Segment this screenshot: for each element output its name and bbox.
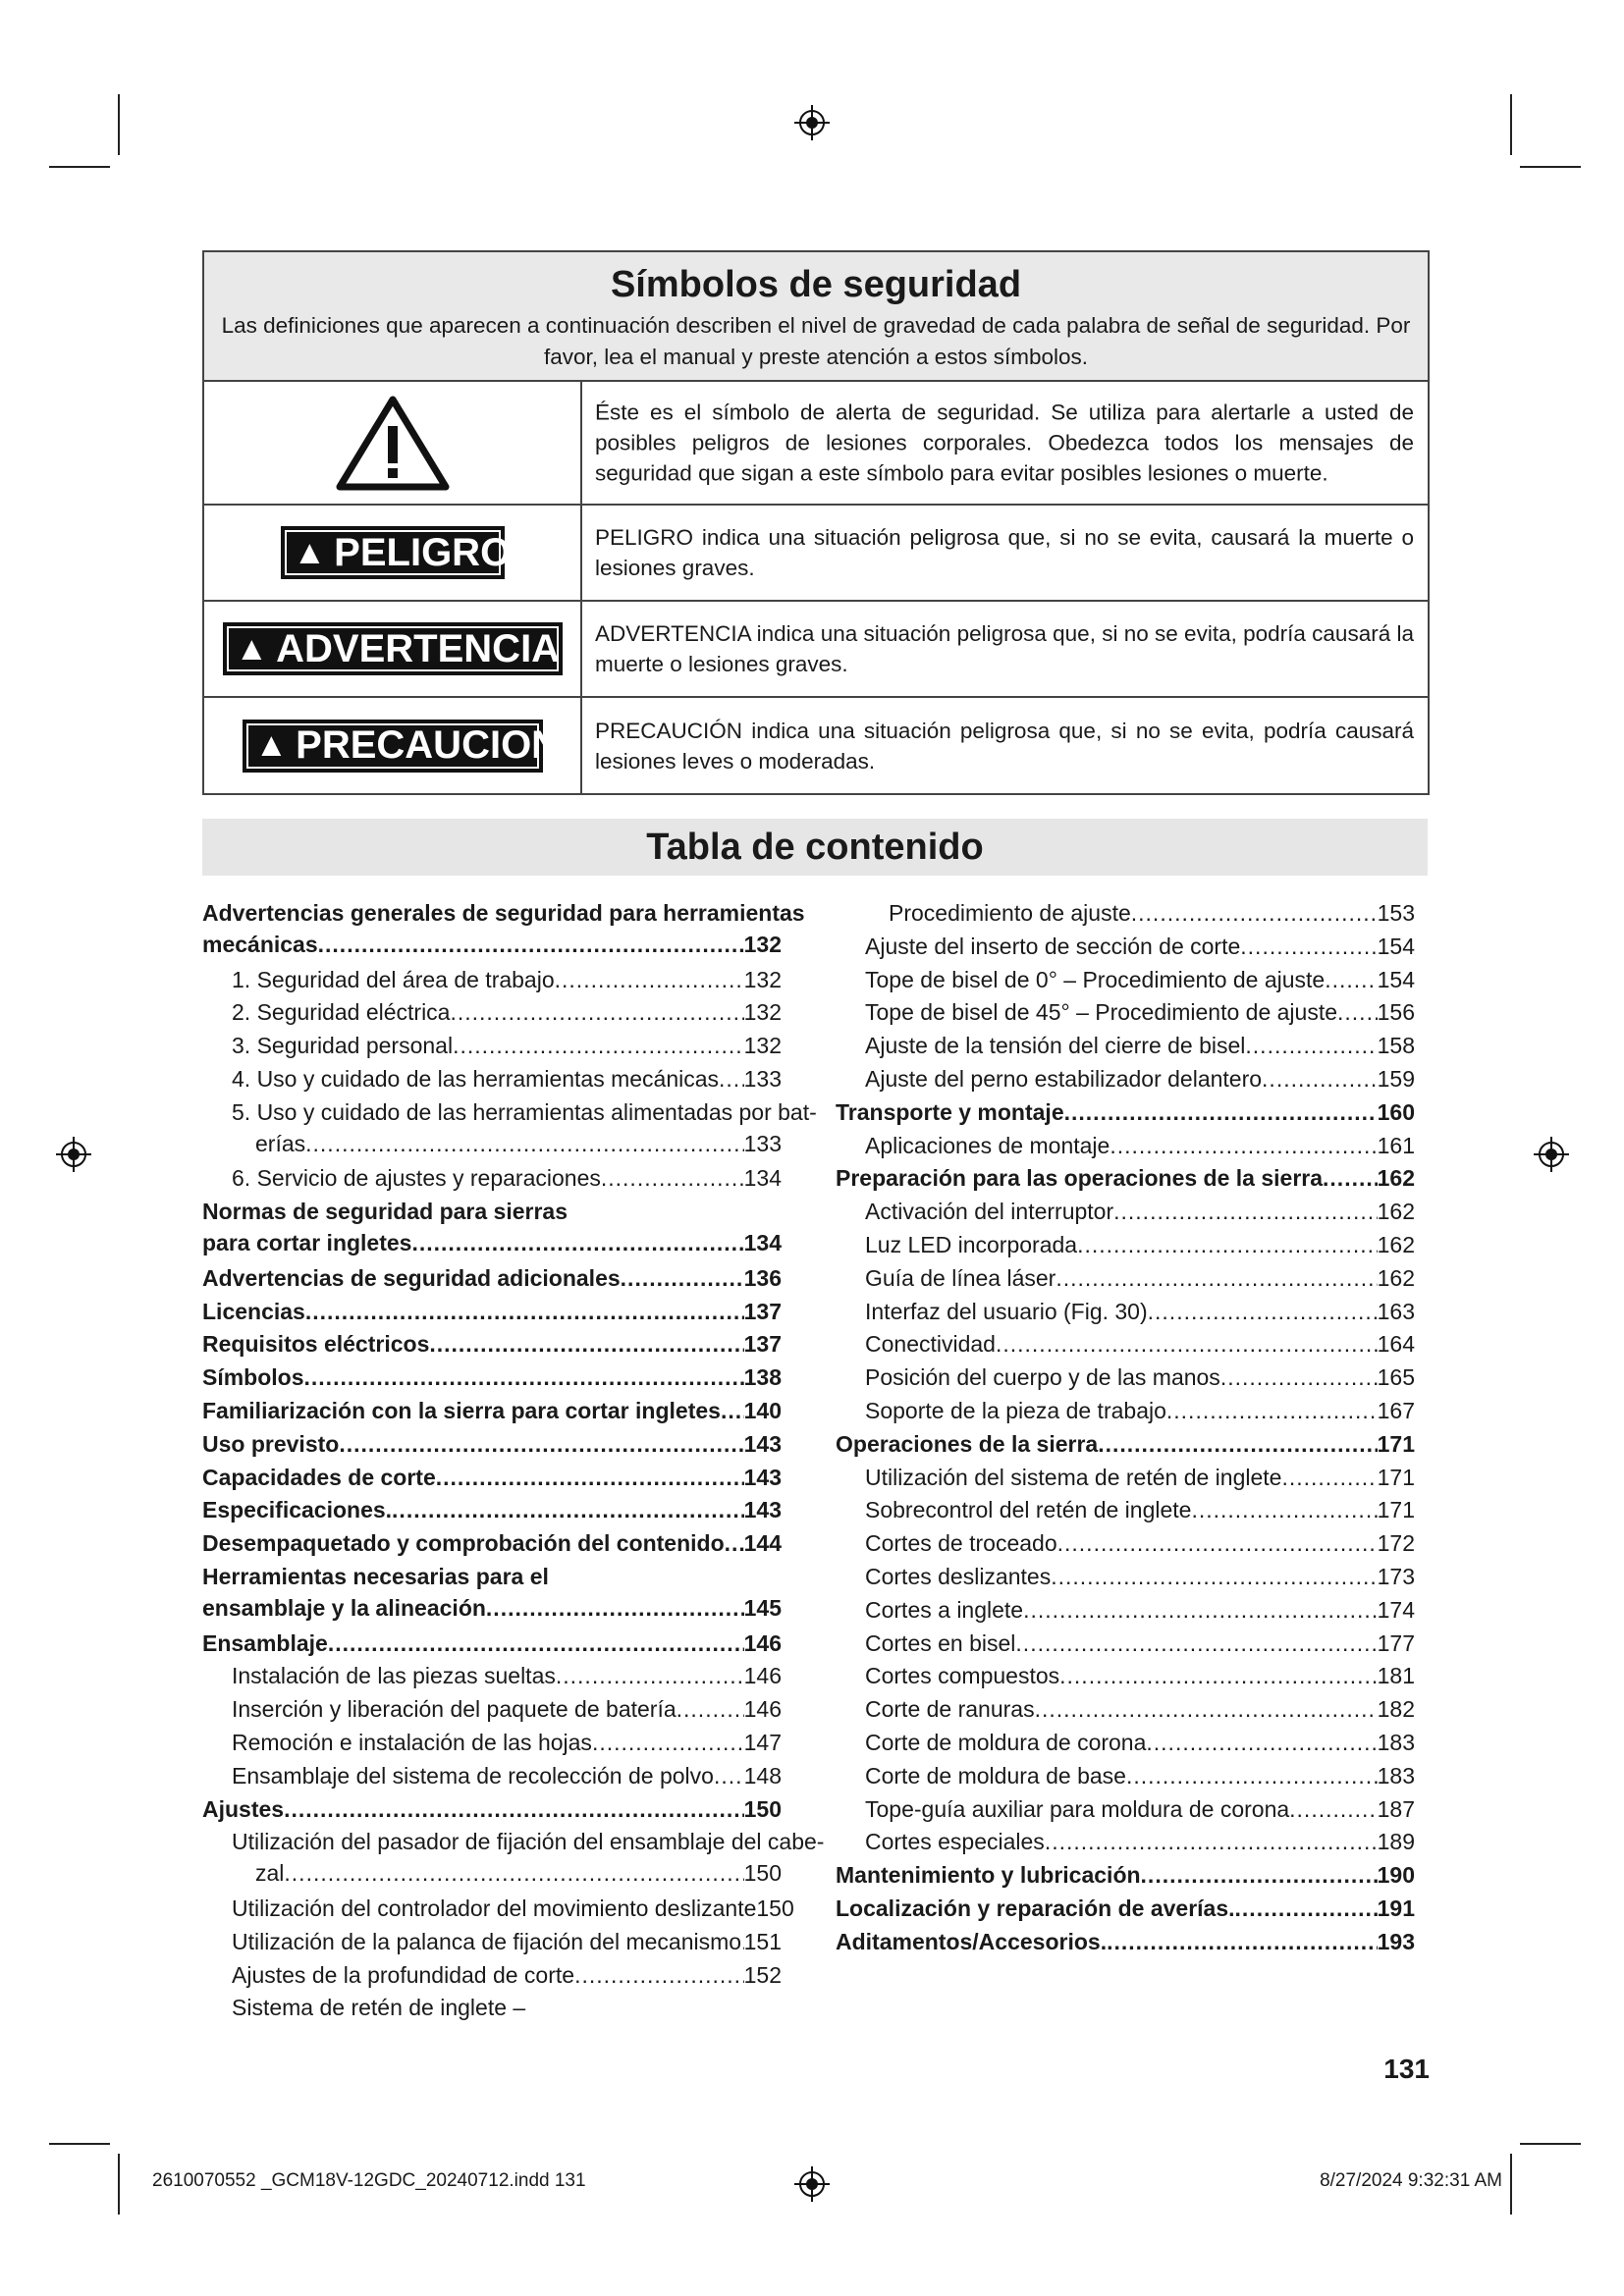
- peligro-symbol-cell: [204, 506, 582, 600]
- toc-entry-page: 173: [1377, 1564, 1415, 1589]
- toc-entry-page: 187: [1377, 1795, 1415, 1822]
- toc-entry-page: 150: [756, 1896, 794, 1921]
- toc-dot-leader: [1023, 1594, 1378, 1626]
- toc-dot-leader: [1191, 1494, 1377, 1525]
- toc-entry[interactable]: [202, 1328, 782, 1360]
- toc-dot-leader: [339, 1428, 743, 1460]
- toc-entry-title: Luz LED incorporada: [865, 1232, 1078, 1257]
- toc-entry-page: 152: [743, 1961, 782, 1988]
- toc-entry-title: Sistema de retén de inglete –: [232, 1995, 526, 2021]
- toc-entry[interactable]: [865, 1030, 1415, 1061]
- toc-entry-page: 143: [743, 1430, 782, 1457]
- toc-entry-page: 146: [743, 1629, 782, 1656]
- toc-dot-leader: [1337, 996, 1378, 1028]
- toc-dot-leader: [1051, 1561, 1377, 1592]
- toc-entry-title: 4. Uso y cuidado de las herramientas mecánicas: [232, 1066, 720, 1092]
- toc-entry[interactable]: [889, 897, 1415, 929]
- toc-dot-leader: [556, 1660, 744, 1691]
- toc-entry-page: 156: [1377, 999, 1415, 1026]
- toc-entry-title: ensamblaje y la alineación: [202, 1595, 486, 1621]
- toc-entry-page: 193: [1377, 1928, 1415, 1954]
- toc-entry-page: 133: [743, 1130, 782, 1156]
- toc-dot-leader: [1107, 1926, 1378, 1957]
- toc-entry[interactable]: [865, 1693, 1415, 1725]
- toc-entry-title: Utilización de la palanca de fijación del mecanismo: [232, 1928, 742, 1954]
- toc-entry-page: 165: [1377, 1364, 1415, 1391]
- toc-entry[interactable]: [232, 1063, 782, 1095]
- toc-entry[interactable]: [865, 1462, 1415, 1493]
- safety-row-text: PELIGRO indica una situación peligrosa que, si no se evita, causará la muerte o lesiones graves.: [595, 525, 1414, 580]
- toc-entry[interactable]: [865, 964, 1415, 995]
- toc-dot-leader: [677, 1693, 744, 1725]
- toc-entry-title: Cortes de troceado: [865, 1530, 1057, 1557]
- toc-entry-page: 162: [1377, 1165, 1415, 1192]
- toc-entry[interactable]: [836, 1893, 1415, 1924]
- safety-row-advertencia: [204, 602, 1428, 698]
- toc-dot-leader: [725, 1527, 744, 1559]
- toc-entry[interactable]: [865, 1130, 1415, 1161]
- toc-dot-leader: [721, 1395, 744, 1426]
- toc-entry[interactable]: [865, 1727, 1415, 1758]
- warning-triangle-icon: ▲: [235, 629, 269, 667]
- toc-entry-page: 154: [1377, 966, 1415, 992]
- toc-entry[interactable]: [232, 1893, 794, 1924]
- toc-entry[interactable]: [202, 1527, 782, 1559]
- toc-dot-leader: [1064, 1096, 1378, 1128]
- precaucion-signal-badge: [243, 720, 561, 773]
- toc-entry-title: Familiarización con la sierra para cortar ingletes: [202, 1398, 721, 1423]
- toc-entry[interactable]: [202, 1296, 782, 1327]
- toc-entry-page: 132: [743, 932, 782, 957]
- crop-mark: [1510, 94, 1512, 155]
- toc-entry[interactable]: [865, 1063, 1415, 1095]
- toc-entry-title: Conectividad: [865, 1331, 996, 1358]
- toc-entry-title: Ajustes: [202, 1795, 285, 1822]
- toc-dot-leader: [429, 1328, 743, 1360]
- toc-entry-title: Corte de ranuras: [865, 1696, 1035, 1723]
- toc-entry-page: 171: [1377, 1497, 1415, 1523]
- toc-entry-title: Cortes a inglete: [865, 1596, 1024, 1623]
- toc-entry-title: Localización y reparación de averías.: [836, 1896, 1235, 1921]
- warning-triangle-icon: [335, 394, 451, 492]
- toc-entry-page: 144: [743, 1530, 782, 1557]
- toc-entry-title: mecánicas: [202, 932, 318, 957]
- toc-entry-page: 134: [743, 1230, 782, 1256]
- toc-dot-leader: [1056, 1262, 1377, 1294]
- toc-dot-leader: [486, 1592, 744, 1624]
- toc-entry[interactable]: [836, 1096, 1415, 1128]
- toc-entry-title: para cortar ingletes: [202, 1230, 412, 1256]
- toc-entry-page: 159: [1377, 1066, 1415, 1092]
- toc-entry[interactable]: [836, 1428, 1415, 1460]
- toc-entry-title: Operaciones de la sierra: [836, 1430, 1099, 1457]
- toc-dot-leader: [719, 1063, 744, 1095]
- toc-dot-leader: [284, 1857, 743, 1889]
- toc-entry-page: 191: [1377, 1896, 1415, 1921]
- toc-entry[interactable]: [865, 1196, 1415, 1227]
- toc-entry-title: Cortes deslizantes: [865, 1564, 1052, 1589]
- precaucion-symbol-cell: [204, 698, 582, 793]
- toc-dot-leader: [392, 1494, 744, 1525]
- toc-entry[interactable]: [865, 1395, 1415, 1426]
- toc-entry-page: 150: [743, 1795, 782, 1822]
- toc-dot-leader: [996, 1328, 1378, 1360]
- crop-mark: [1520, 166, 1581, 168]
- signal-word: ADVERTENCIA: [276, 626, 561, 670]
- toc-entry[interactable]: [202, 897, 805, 960]
- toc-dot-leader: [1131, 897, 1378, 929]
- toc-entry-title: 3. Seguridad personal: [232, 1033, 454, 1059]
- toc-entry[interactable]: [232, 1760, 782, 1791]
- safety-row-text: Éste es el símbolo de alerta de seguridad. Se utiliza para alertarle a usted de posibles peligros de lesiones corporales. Obedezca todos los mensajes de seguridad que sigan a este símbolo para evitar posibles lesiones o muerte.: [595, 400, 1414, 486]
- toc-entry[interactable]: [202, 1462, 782, 1493]
- toc-dot-leader: [1059, 1660, 1377, 1691]
- toc-entry-page: 162: [1377, 1264, 1415, 1291]
- toc-entry[interactable]: [836, 1162, 1415, 1194]
- peligro-signal-badge: [281, 526, 512, 579]
- safety-header: [204, 252, 1428, 382]
- toc-entry[interactable]: [202, 1196, 782, 1258]
- toc-entry-title: Remoción e instalación de las hojas: [232, 1730, 592, 1755]
- toc-entry-title: Ajuste del perno estabilizador delantero: [865, 1066, 1263, 1092]
- toc-entry-title: Interfaz del usuario (Fig. 30): [865, 1298, 1148, 1324]
- toc-entry-title: Tope de bisel de 45° – Procedimiento de ajuste: [865, 999, 1338, 1026]
- toc-entry-title: Inserción y liberación del paquete de batería: [232, 1696, 677, 1723]
- toc-entry-title: Ajuste de la tensión del cierre de bisel: [865, 1033, 1246, 1059]
- toc-entry-title: Cortes especiales: [865, 1829, 1045, 1855]
- toc-entry-page: 167: [1377, 1398, 1415, 1423]
- toc-entry-page: 140: [743, 1398, 782, 1423]
- toc-entry-page: 138: [743, 1364, 782, 1391]
- toc-entry-page: 143: [743, 1497, 782, 1523]
- toc-entry[interactable]: [202, 1362, 782, 1393]
- toc-entry[interactable]: [836, 1926, 1415, 1957]
- toc-entry-page: 154: [1377, 933, 1415, 959]
- toc-entry[interactable]: [202, 1628, 782, 1659]
- page-number: 131: [1383, 2054, 1430, 2084]
- toc-entry[interactable]: [232, 1959, 782, 1991]
- toc-entry[interactable]: [202, 1793, 782, 1825]
- registration-mark-icon: [794, 2166, 830, 2202]
- toc-entry-title: erías: [255, 1130, 306, 1156]
- toc-entry-page: 183: [1377, 1762, 1415, 1789]
- toc-dot-leader: [1325, 964, 1377, 995]
- toc-dot-leader: [1323, 1162, 1378, 1194]
- footer-file-info: 2610070552 _GCM18V-12GDC_20240712.indd 131: [152, 2170, 586, 2191]
- toc-entry-page: 146: [743, 1696, 782, 1723]
- toc-dot-leader: [1166, 1395, 1378, 1426]
- toc-entry-page: 134: [743, 1165, 782, 1192]
- toc-entry[interactable]: [836, 1859, 1415, 1891]
- toc-entry[interactable]: [232, 1826, 825, 1889]
- toc-dot-leader: [411, 1227, 743, 1258]
- toc-entry-title: Normas de seguridad para sierras: [202, 1199, 568, 1225]
- toc-entry-title: Corte de moldura de base: [865, 1762, 1126, 1789]
- toc-dot-leader: [1110, 1130, 1377, 1161]
- toc-entry-title: Procedimiento de ajuste: [889, 900, 1131, 926]
- toc-entry-page: 145: [743, 1595, 782, 1621]
- warning-triangle-icon: ▲: [254, 726, 289, 764]
- toc-entry-title: Licencias: [202, 1298, 305, 1324]
- toc-entry-title: Especificaciones.: [202, 1497, 393, 1523]
- toc-dot-leader: [436, 1462, 744, 1493]
- toc-entry-title: Corte de moldura de corona: [865, 1730, 1147, 1755]
- toc-entry-page: 148: [743, 1762, 782, 1789]
- toc-entry-title: Instalación de las piezas sueltas: [232, 1663, 556, 1689]
- toc-entry-page: 153: [1377, 900, 1415, 926]
- toc-entry-title: Símbolos: [202, 1364, 304, 1391]
- toc-dot-leader: [1289, 1793, 1377, 1825]
- registration-mark-icon: [794, 105, 830, 140]
- toc-entry-title: Advertencias generales de seguridad para herramientas: [202, 900, 805, 926]
- toc-dot-leader: [1077, 1229, 1378, 1260]
- toc-dot-leader: [1148, 1296, 1378, 1327]
- toc-entry[interactable]: [865, 1826, 1415, 1857]
- toc-entry-title: Posición del cuerpo y de las manos: [865, 1364, 1220, 1391]
- crop-mark: [49, 2143, 110, 2145]
- toc-entry[interactable]: [202, 1494, 782, 1525]
- alert-symbol-cell: [204, 382, 582, 504]
- toc-entry-title: Tope-guía auxiliar para moldura de corona: [865, 1795, 1290, 1822]
- advertencia-signal-badge: [223, 622, 563, 675]
- toc-dot-leader: [1057, 1527, 1378, 1559]
- toc-entry-title: Desempaquetado y comprobación del contenido: [202, 1530, 725, 1557]
- toc-dot-leader: [284, 1793, 744, 1825]
- toc-dot-leader: [1035, 1693, 1378, 1725]
- toc-entry-page: 160: [1377, 1098, 1415, 1125]
- toc-entry-title: Aplicaciones de montaje: [865, 1132, 1110, 1158]
- toc-dot-leader: [305, 1296, 744, 1327]
- toc-entry-page: 132: [743, 966, 782, 992]
- safety-row-alert: [204, 382, 1428, 506]
- toc-dot-leader: [621, 1262, 744, 1294]
- toc-entry-page: 150: [743, 1860, 782, 1887]
- safety-row-precaucion: [204, 698, 1428, 793]
- toc-entry[interactable]: [865, 1296, 1415, 1327]
- toc-dot-leader: [1015, 1628, 1377, 1659]
- toc-dot-leader: [1045, 1826, 1378, 1857]
- toc-entry[interactable]: [865, 1793, 1415, 1825]
- crop-mark: [118, 94, 120, 155]
- toc-entry-title: 6. Servicio de ajustes y reparaciones: [232, 1165, 601, 1192]
- toc-entry[interactable]: [865, 1229, 1415, 1260]
- toc-entry-page: 151: [743, 1928, 782, 1954]
- toc-entry[interactable]: [232, 1030, 782, 1061]
- toc-entry-title: Ensamblaje: [202, 1629, 328, 1656]
- toc-dot-leader: [601, 1162, 744, 1194]
- toc-entry-page: 132: [743, 999, 782, 1026]
- toc-entry[interactable]: [232, 1660, 782, 1691]
- toc-entry-title: Tope de bisel de 0° – Procedimiento de ajuste: [865, 966, 1326, 992]
- toc-entry-title: Ajuste del inserto de sección de corte: [865, 933, 1241, 959]
- toc-entry-title: Cortes compuestos: [865, 1663, 1060, 1689]
- toc-entry-title: Guía de línea láser: [865, 1264, 1056, 1291]
- toc-dot-leader: [1262, 1063, 1378, 1095]
- toc-entry[interactable]: [202, 1395, 782, 1426]
- toc-entry-page: 181: [1377, 1663, 1415, 1689]
- toc-dot-leader: [453, 1030, 744, 1061]
- toc-entry-title: Uso previsto: [202, 1430, 340, 1457]
- warning-triangle-icon: ▲: [293, 533, 327, 571]
- toc-entry-title: Utilización del pasador de fijación del ensamblaje del cabe-: [232, 1829, 825, 1855]
- toc-dot-leader: [1146, 1727, 1377, 1758]
- toc-entry[interactable]: [232, 1693, 782, 1725]
- toc-entry-title: Capacidades de corte: [202, 1464, 436, 1490]
- toc-entry-page: 132: [743, 1033, 782, 1059]
- toc-entry-page: 174: [1377, 1596, 1415, 1623]
- toc-dot-leader: [305, 1128, 743, 1159]
- toc-entry-title: Aditamentos/Accesorios.: [836, 1928, 1108, 1954]
- toc-entry-title: 5. Uso y cuidado de las herramientas alimentadas por bat-: [232, 1098, 817, 1125]
- toc-entry[interactable]: [865, 1262, 1415, 1294]
- toc-dot-leader: [304, 1362, 744, 1393]
- toc-entry-page: 137: [743, 1331, 782, 1358]
- toc-entry-title: Ajustes de la profundidad de corte: [232, 1961, 575, 1988]
- toc-entry-page: 189: [1377, 1829, 1415, 1855]
- toc-entry-title: Mantenimiento y lubricación: [836, 1862, 1141, 1889]
- toc-entry[interactable]: [865, 1594, 1415, 1626]
- safety-row-text: ADVERTENCIA indica una situación peligrosa que, si no se evita, podría causará la muerte o lesiones graves.: [595, 621, 1414, 676]
- toc-entry[interactable]: [865, 1362, 1415, 1393]
- toc-entry[interactable]: [202, 1428, 782, 1460]
- toc-entry-title: Requisitos eléctricos: [202, 1331, 430, 1358]
- toc-entry-title: Soporte de la pieza de trabajo: [865, 1398, 1166, 1423]
- toc-entry-page: 146: [743, 1663, 782, 1689]
- toc-entry-page: 158: [1377, 1033, 1415, 1059]
- signal-word: PRECAUCION: [296, 723, 561, 767]
- toc-entry[interactable]: [865, 931, 1415, 962]
- toc-entry[interactable]: [232, 1162, 782, 1194]
- toc-entry-title: 2. Seguridad eléctrica: [232, 999, 451, 1026]
- toc-entry[interactable]: [202, 1262, 782, 1294]
- toc-dot-leader: [1235, 1893, 1378, 1924]
- toc-entry-page: 147: [743, 1730, 782, 1755]
- toc-entry-title: Cortes en bisel: [865, 1629, 1016, 1656]
- toc-entry[interactable]: [865, 1527, 1415, 1559]
- toc-dot-leader: [714, 1760, 744, 1791]
- toc-dot-leader: [1220, 1362, 1378, 1393]
- toc-dot-leader: [1098, 1428, 1377, 1460]
- toc-entry-title: Preparación para las operaciones de la sierra: [836, 1165, 1324, 1192]
- toc-entry[interactable]: [865, 996, 1415, 1028]
- toc-dot-leader: [592, 1727, 744, 1758]
- toc-entry[interactable]: [865, 1628, 1415, 1659]
- crop-mark: [49, 166, 110, 168]
- toc-entry-title: Utilización del sistema de retén de inglete: [865, 1464, 1282, 1490]
- toc-entry-title: Sobrecontrol del retén de inglete: [865, 1497, 1192, 1523]
- toc-entry[interactable]: [865, 1760, 1415, 1791]
- toc-dot-leader: [318, 929, 744, 960]
- toc-entry[interactable]: [232, 964, 782, 995]
- registration-mark-icon: [56, 1137, 91, 1172]
- toc-entry-page: 172: [1377, 1530, 1415, 1557]
- toc-entry-page: 133: [743, 1066, 782, 1092]
- signal-word: PELIGRO: [334, 530, 512, 574]
- toc-dot-leader: [574, 1959, 744, 1991]
- toc-title: Tabla de contenido: [646, 827, 984, 868]
- toc-entry-page: 183: [1377, 1730, 1415, 1755]
- toc-entry[interactable]: [232, 1926, 782, 1957]
- toc-entry[interactable]: [232, 1727, 782, 1758]
- toc-dot-leader: [1245, 1030, 1377, 1061]
- toc-entry-page: 182: [1377, 1696, 1415, 1723]
- toc-dot-leader: [1281, 1462, 1377, 1493]
- toc-entry-page: 171: [1377, 1464, 1415, 1490]
- toc-entry-page: 143: [743, 1464, 782, 1490]
- toc-entry-page: 177: [1377, 1629, 1415, 1656]
- toc-dot-leader: [1141, 1859, 1378, 1891]
- toc-entry-title: Ensamblaje del sistema de recolección de polvo: [232, 1762, 714, 1789]
- toc-dot-leader: [450, 996, 743, 1028]
- toc-entry-title: Advertencias de seguridad adicionales: [202, 1264, 621, 1291]
- toc-dot-leader: [1113, 1196, 1378, 1227]
- toc-entry-page: 162: [1377, 1199, 1415, 1225]
- toc-entry-title: 1. Seguridad del área de trabajo: [232, 966, 555, 992]
- toc-entry-title: Herramientas necesarias para el: [202, 1564, 549, 1589]
- safety-symbols-table: [202, 250, 1430, 795]
- toc-entry-page: 136: [743, 1264, 782, 1291]
- toc-entry[interactable]: [232, 1992, 782, 2023]
- toc-entry[interactable]: [865, 1660, 1415, 1691]
- toc-entry-title: zal: [255, 1860, 285, 1887]
- toc-entry-page: 161: [1377, 1132, 1415, 1158]
- toc-entry-page: 163: [1377, 1298, 1415, 1324]
- toc-entry-title: Transporte y montaje: [836, 1098, 1064, 1125]
- toc-dot-leader: [555, 964, 744, 995]
- toc-entry[interactable]: [202, 1561, 782, 1624]
- safety-row-peligro: [204, 506, 1428, 602]
- toc-entry-page: 162: [1377, 1232, 1415, 1257]
- safety-row-text: PRECAUCIÓN indica una situación peligrosa que, si no se evita, podría causará lesiones leves o moderadas.: [595, 718, 1414, 774]
- toc-entry-page: 171: [1377, 1430, 1415, 1457]
- toc-entry[interactable]: [232, 996, 782, 1028]
- toc-entry-page: 164: [1377, 1331, 1415, 1358]
- registration-mark-icon: [1534, 1137, 1569, 1172]
- toc-entry[interactable]: [865, 1328, 1415, 1360]
- toc-entry[interactable]: [865, 1494, 1415, 1525]
- toc-title-band: [202, 819, 1428, 876]
- crop-mark: [118, 2154, 120, 2215]
- toc-entry-title: Activación del interruptor: [865, 1199, 1114, 1225]
- toc-entry-page: 190: [1377, 1862, 1415, 1889]
- toc-entry[interactable]: [865, 1561, 1415, 1592]
- toc-dot-leader: [1126, 1760, 1378, 1791]
- toc-entry-title: Utilización del controlador del movimiento deslizante: [232, 1896, 757, 1921]
- footer-timestamp: 8/27/2024 9:32:31 AM: [1320, 2170, 1502, 2191]
- safety-intro: Las definiciones que aparecen a continuación describen el nivel de gravedad de cada palabra de señal de seguridad. Por favor, lea el manual y preste atención a estos símbolos.: [221, 313, 1411, 369]
- toc-entry-page: 137: [743, 1298, 782, 1324]
- crop-mark: [1520, 2143, 1581, 2145]
- toc-entry[interactable]: [232, 1096, 817, 1159]
- crop-mark: [1510, 2154, 1512, 2215]
- toc-dot-leader: [328, 1628, 744, 1659]
- advertencia-symbol-cell: [204, 602, 582, 696]
- safety-title: Símbolos de seguridad: [610, 264, 1022, 305]
- toc-dot-leader: [1240, 931, 1377, 962]
